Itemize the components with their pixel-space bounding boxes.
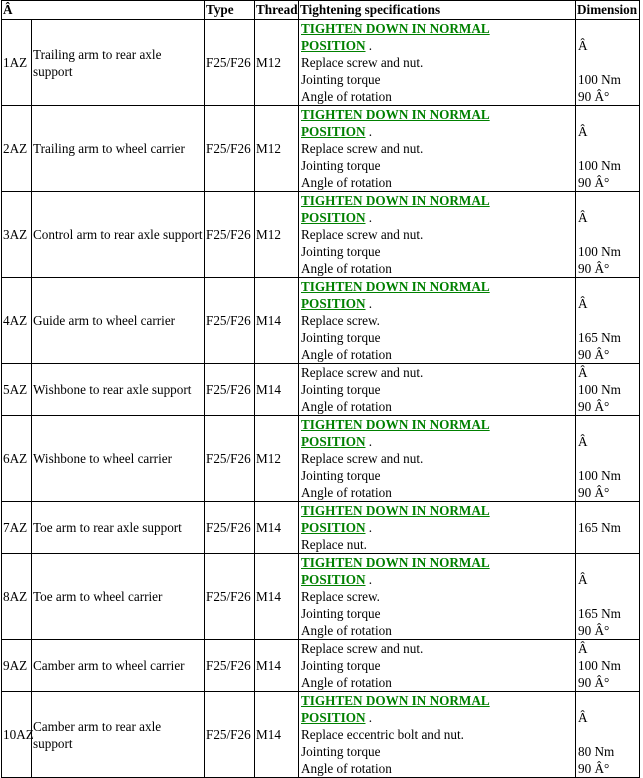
row-dimension bbox=[576, 278, 640, 364]
dim-placeholder: Â bbox=[578, 38, 588, 53]
table-row bbox=[2, 640, 640, 692]
row-spec bbox=[299, 192, 576, 278]
row-thread: M12 bbox=[255, 20, 299, 106]
dim-placeholder: Â bbox=[578, 710, 588, 725]
row-thread: M12 bbox=[255, 106, 299, 192]
row-number: 3AZ bbox=[2, 192, 32, 278]
dim-placeholder: Â bbox=[578, 641, 588, 656]
dim-placeholder: Â bbox=[578, 572, 588, 587]
row-thread: M14 bbox=[255, 640, 299, 692]
row-number: 4AZ bbox=[2, 278, 32, 364]
row-thread: M14 bbox=[255, 278, 299, 364]
row-type: F25/F26 bbox=[205, 278, 255, 364]
link-suffix: . bbox=[365, 710, 373, 725]
spec-torque-label: Jointing torque bbox=[301, 658, 381, 673]
dim-angle: 90 Â° bbox=[578, 261, 610, 276]
link-suffix: . bbox=[365, 520, 373, 535]
spec-angle-label: Angle of rotation bbox=[301, 399, 392, 414]
position-link[interactable]: POSITION bbox=[301, 710, 366, 725]
row-thread: M14 bbox=[255, 364, 299, 416]
dim-torque: 100 Nm bbox=[578, 72, 621, 87]
spec-torque-label: Jointing torque bbox=[301, 330, 381, 345]
row-type: F25/F26 bbox=[205, 554, 255, 640]
table-row bbox=[2, 192, 640, 278]
row-dimension bbox=[576, 416, 640, 502]
row-thread: M14 bbox=[255, 502, 299, 554]
row-thread: M14 bbox=[255, 692, 299, 778]
row-thread: M12 bbox=[255, 192, 299, 278]
row-description: Trailing arm to rear axle support bbox=[32, 20, 205, 106]
position-link[interactable]: POSITION bbox=[301, 124, 366, 139]
dim-torque: 100 Nm bbox=[578, 658, 621, 673]
row-dimension bbox=[576, 106, 640, 192]
position-link[interactable]: POSITION bbox=[301, 520, 366, 535]
row-dimension bbox=[576, 502, 640, 554]
row-dimension bbox=[576, 692, 640, 778]
link-suffix: . bbox=[365, 296, 373, 311]
row-spec bbox=[299, 416, 576, 502]
spec-instruction: Replace nut. bbox=[301, 537, 367, 552]
link-suffix: . bbox=[365, 210, 373, 225]
row-number: 1AZ bbox=[2, 20, 32, 106]
row-type: F25/F26 bbox=[205, 416, 255, 502]
spec-torque-label: Jointing torque bbox=[301, 72, 381, 87]
row-description: Guide arm to wheel carrier bbox=[32, 278, 205, 364]
tighten-link[interactable]: TIGHTEN DOWN IN NORMAL bbox=[301, 555, 490, 570]
dim-torque: 80 Nm bbox=[578, 744, 615, 759]
tighten-link[interactable]: TIGHTEN DOWN IN NORMAL bbox=[301, 417, 490, 432]
link-suffix: . bbox=[365, 434, 373, 449]
dim-torque: 165 Nm bbox=[578, 606, 621, 621]
position-link[interactable]: POSITION bbox=[301, 296, 366, 311]
row-number: 2AZ bbox=[2, 106, 32, 192]
tighten-link[interactable]: TIGHTEN DOWN IN NORMAL bbox=[301, 693, 490, 708]
dim-placeholder: Â bbox=[578, 365, 588, 380]
row-description: Toe arm to rear axle support bbox=[32, 502, 205, 554]
spec-instruction: Replace screw and nut. bbox=[301, 365, 424, 380]
position-link[interactable]: POSITION bbox=[301, 210, 366, 225]
row-type: F25/F26 bbox=[205, 364, 255, 416]
link-suffix: . bbox=[365, 124, 373, 139]
row-spec bbox=[299, 554, 576, 640]
spec-torque-label: Jointing torque bbox=[301, 158, 381, 173]
dim-torque: 100 Nm bbox=[578, 468, 621, 483]
table-row bbox=[2, 416, 640, 502]
header-type: Type bbox=[205, 1, 255, 20]
row-number: 6AZ bbox=[2, 416, 32, 502]
row-thread: M14 bbox=[255, 554, 299, 640]
spec-angle-label: Angle of rotation bbox=[301, 623, 392, 638]
dim-angle: 90 Â° bbox=[578, 89, 610, 104]
spec-angle-label: Angle of rotation bbox=[301, 347, 392, 362]
spec-instruction: Replace screw and nut. bbox=[301, 55, 424, 70]
row-description: Camber arm to rear axle support bbox=[32, 692, 205, 778]
row-spec bbox=[299, 20, 576, 106]
tighten-link[interactable]: TIGHTEN DOWN IN NORMAL bbox=[301, 21, 490, 36]
spec-angle-label: Angle of rotation bbox=[301, 175, 392, 190]
row-dimension bbox=[576, 192, 640, 278]
dim-torque: 100 Nm bbox=[578, 158, 621, 173]
row-number: 8AZ bbox=[2, 554, 32, 640]
header-dimension: Dimension bbox=[576, 1, 640, 20]
row-dimension bbox=[576, 20, 640, 106]
row-number: 10AZ bbox=[2, 692, 32, 778]
row-type: F25/F26 bbox=[205, 502, 255, 554]
spec-instruction: Replace screw. bbox=[301, 589, 380, 604]
position-link[interactable]: POSITION bbox=[301, 434, 366, 449]
row-description: Camber arm to wheel carrier bbox=[32, 640, 205, 692]
table-row bbox=[2, 278, 640, 364]
row-spec bbox=[299, 278, 576, 364]
spec-instruction: Replace screw. bbox=[301, 313, 380, 328]
row-dimension bbox=[576, 640, 640, 692]
table-row bbox=[2, 502, 640, 554]
row-type: F25/F26 bbox=[205, 20, 255, 106]
spec-torque-label: Jointing torque bbox=[301, 468, 381, 483]
dim-angle: 90 Â° bbox=[578, 485, 610, 500]
dim-angle: 90 Â° bbox=[578, 623, 610, 638]
spec-instruction: Replace screw and nut. bbox=[301, 141, 424, 156]
row-spec bbox=[299, 502, 576, 554]
link-suffix: . bbox=[365, 572, 373, 587]
dim-angle: 90 Â° bbox=[578, 399, 610, 414]
row-description: Toe arm to wheel carrier bbox=[32, 554, 205, 640]
dim-placeholder: Â bbox=[578, 296, 588, 311]
row-thread: M12 bbox=[255, 416, 299, 502]
row-spec bbox=[299, 364, 576, 416]
row-number: 5AZ bbox=[2, 364, 32, 416]
position-link[interactable]: POSITION bbox=[301, 38, 366, 53]
row-type: F25/F26 bbox=[205, 106, 255, 192]
row-description: Trailing arm to wheel carrier bbox=[32, 106, 205, 192]
spec-instruction: Replace screw and nut. bbox=[301, 451, 424, 466]
spec-torque-label: Jointing torque bbox=[301, 606, 381, 621]
table-row bbox=[2, 364, 640, 416]
row-spec bbox=[299, 692, 576, 778]
spec-instruction: Replace screw and nut. bbox=[301, 227, 424, 242]
dim-torque: 100 Nm bbox=[578, 244, 621, 259]
header-col0: Â bbox=[2, 1, 205, 20]
dim-torque: 165 Nm bbox=[578, 330, 621, 345]
tightening-spec-table bbox=[1, 0, 640, 778]
row-type: F25/F26 bbox=[205, 192, 255, 278]
table-row bbox=[2, 106, 640, 192]
tighten-link[interactable]: TIGHTEN DOWN IN NORMAL bbox=[301, 503, 490, 518]
tighten-link[interactable]: TIGHTEN DOWN IN NORMAL bbox=[301, 279, 490, 294]
row-dimension bbox=[576, 364, 640, 416]
dim-torque: 165 Nm bbox=[578, 520, 621, 535]
header-thread: Thread bbox=[255, 1, 299, 20]
dim-angle: 90 Â° bbox=[578, 675, 610, 690]
spec-angle-label: Angle of rotation bbox=[301, 761, 392, 776]
row-type: F25/F26 bbox=[205, 640, 255, 692]
dim-placeholder: Â bbox=[578, 124, 588, 139]
spec-angle-label: Angle of rotation bbox=[301, 261, 392, 276]
spec-angle-label: Angle of rotation bbox=[301, 675, 392, 690]
dim-torque: 100 Nm bbox=[578, 382, 621, 397]
row-dimension bbox=[576, 554, 640, 640]
table-row bbox=[2, 20, 640, 106]
dim-angle: 90 Â° bbox=[578, 175, 610, 190]
tighten-link[interactable]: TIGHTEN DOWN IN NORMAL bbox=[301, 107, 490, 122]
dim-angle: 90 Â° bbox=[578, 761, 610, 776]
dim-placeholder: Â bbox=[578, 210, 588, 225]
spec-instruction: Replace eccentric bolt and nut. bbox=[301, 727, 464, 742]
link-suffix: . bbox=[365, 38, 373, 53]
dim-angle: 90 Â° bbox=[578, 347, 610, 362]
header-row bbox=[2, 1, 640, 20]
dim-placeholder: Â bbox=[578, 434, 588, 449]
spec-torque-label: Jointing torque bbox=[301, 382, 381, 397]
spec-angle-label: Angle of rotation bbox=[301, 485, 392, 500]
row-number: 7AZ bbox=[2, 502, 32, 554]
spec-torque-label: Jointing torque bbox=[301, 244, 381, 259]
row-spec bbox=[299, 640, 576, 692]
row-number: 9AZ bbox=[2, 640, 32, 692]
row-description: Wishbone to rear axle support bbox=[32, 364, 205, 416]
spec-angle-label: Angle of rotation bbox=[301, 89, 392, 104]
row-spec bbox=[299, 106, 576, 192]
row-description: Wishbone to wheel carrier bbox=[32, 416, 205, 502]
row-description: Control arm to rear axle support bbox=[32, 192, 205, 278]
position-link[interactable]: POSITION bbox=[301, 572, 366, 587]
spec-instruction: Replace screw and nut. bbox=[301, 641, 424, 656]
spec-torque-label: Jointing torque bbox=[301, 744, 381, 759]
tighten-link[interactable]: TIGHTEN DOWN IN NORMAL bbox=[301, 193, 490, 208]
header-spec: Tightening specifications bbox=[299, 1, 576, 20]
table-row bbox=[2, 554, 640, 640]
table-row bbox=[2, 692, 640, 778]
row-type: F25/F26 bbox=[205, 692, 255, 778]
